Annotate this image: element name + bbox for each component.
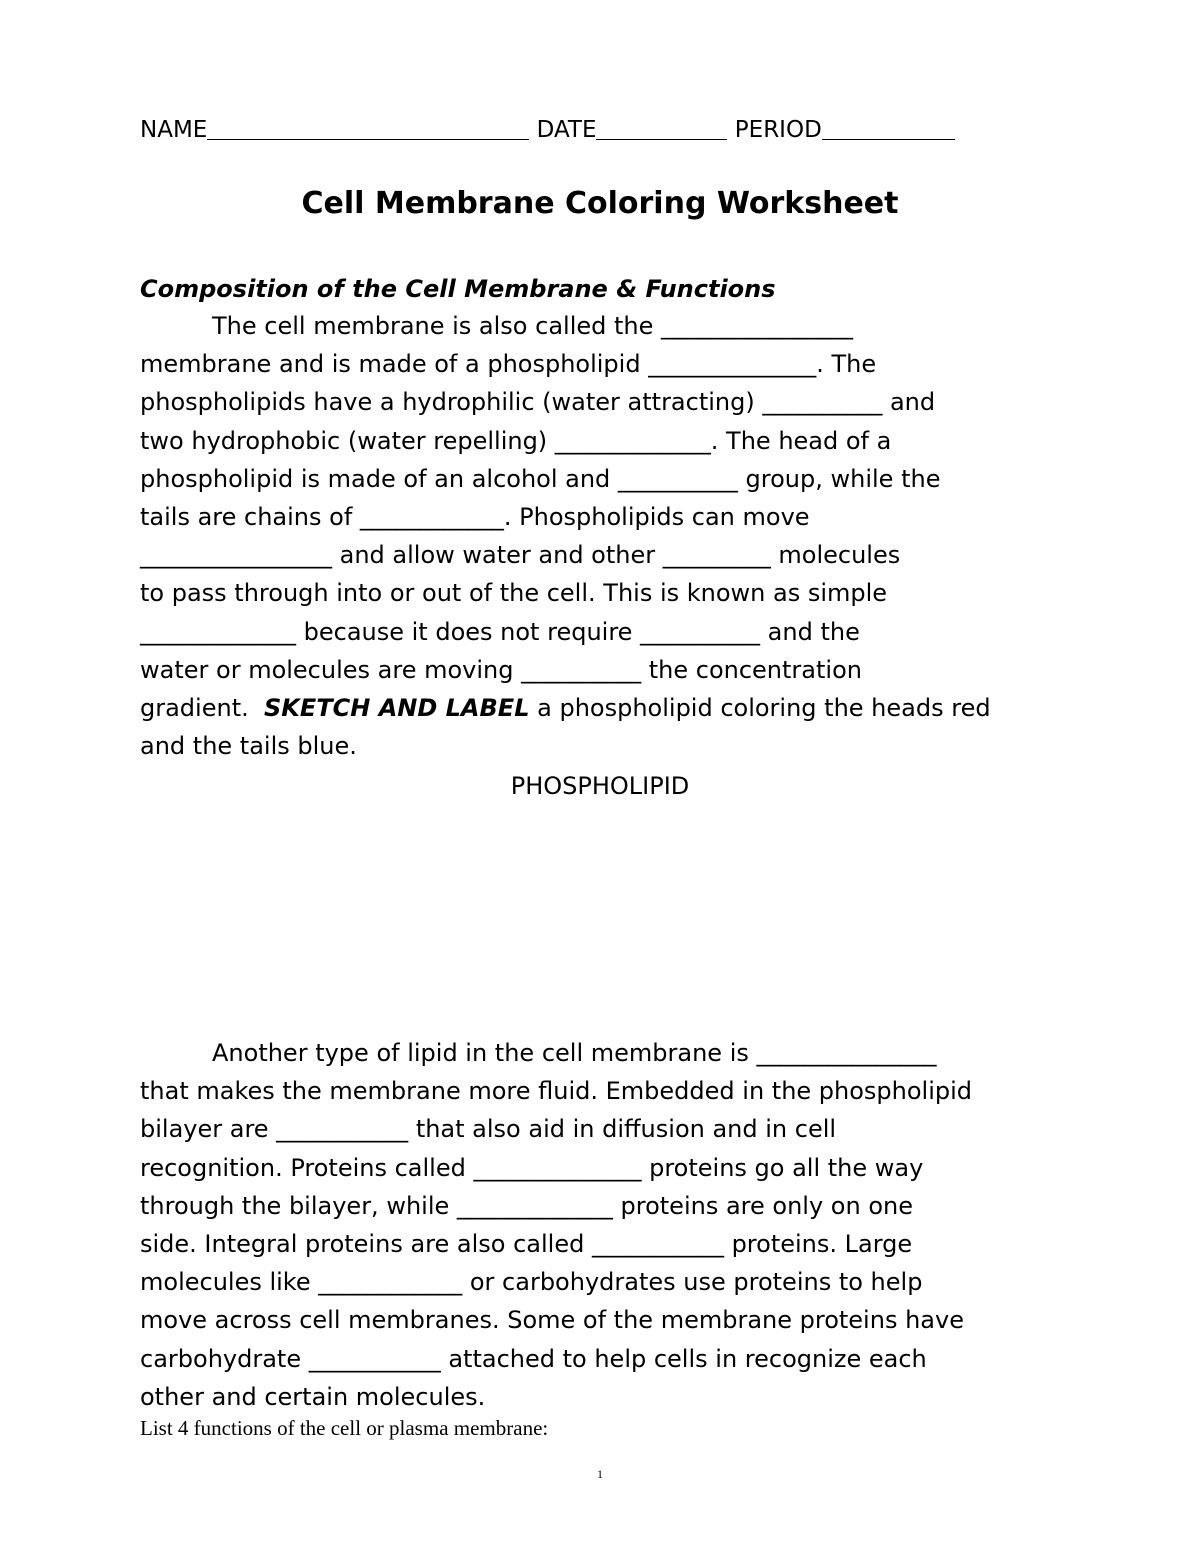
paragraph-line: water or molecules are moving __________ the concentration bbox=[140, 655, 862, 684]
paragraph-line: that makes the membrane more fluid. Embedded in the phospholipid bbox=[140, 1077, 973, 1106]
paragraph-line: to pass through into or out of the cell. This is known as simple bbox=[140, 579, 888, 608]
paragraph-line: move across cell membranes. Some of the membrane proteins have bbox=[140, 1306, 964, 1335]
functions-list-prompt: List 4 functions of the cell or plasma membrane: bbox=[140, 1416, 549, 1440]
paragraph-line: recognition. Proteins called ______________ proteins go all the way bbox=[140, 1153, 924, 1182]
paragraph-line: gradient. SKETCH AND LABEL a phospholipid coloring the heads red bbox=[140, 693, 991, 722]
paragraph-line: molecules like ____________ or carbohydrates use proteins to help bbox=[140, 1268, 923, 1297]
paragraph-line: _____________ because it does not require __________ and the bbox=[140, 617, 860, 646]
paragraph-line: Another type of lipid in the cell membrane is _______________ bbox=[212, 1039, 937, 1067]
paragraph-line: ________________ and allow water and other _________ molecules bbox=[140, 541, 901, 570]
paragraph-line: and the tails blue. bbox=[140, 732, 357, 761]
date-label: DATE bbox=[536, 117, 597, 143]
paragraph-line: two hydrophobic (water repelling) _____________. The head of a bbox=[140, 426, 892, 455]
period-label: PERIOD bbox=[734, 117, 822, 143]
proteins-paragraph bbox=[140, 1034, 1060, 1416]
paragraph-line: side. Integral proteins are also called ___________ proteins. Large bbox=[140, 1229, 913, 1258]
paragraph-line: bilayer are ___________ that also aid in diffusion and in cell bbox=[140, 1115, 837, 1144]
sketch-instruction: SKETCH AND LABEL bbox=[264, 693, 530, 722]
paragraph-line: other and certain molecules. bbox=[140, 1382, 486, 1411]
student-info-line bbox=[140, 113, 1080, 147]
page-title: Cell Membrane Coloring Worksheet bbox=[301, 186, 899, 221]
section-heading: Composition of the Cell Membrane & Functions bbox=[140, 275, 776, 303]
name-blank[interactable] bbox=[207, 115, 529, 140]
name-label: NAME bbox=[140, 117, 208, 143]
paragraph-line: The cell membrane is also called the ________________ bbox=[212, 312, 854, 340]
paragraph-line: membrane and is made of a phospholipid ______________. The bbox=[140, 350, 877, 379]
paragraph-line: carbohydrate ___________ attached to help cells in recognize each bbox=[140, 1344, 927, 1373]
paragraph-line: through the bilayer, while _____________ proteins are only on one bbox=[140, 1191, 913, 1220]
page-number: 1 bbox=[597, 1467, 603, 1481]
date-blank[interactable] bbox=[596, 115, 727, 140]
paragraph-line: tails are chains of ____________. Phospholipids can move bbox=[140, 502, 810, 531]
paragraph-line: phospholipid is made of an alcohol and __________ group, while the bbox=[140, 464, 941, 493]
phospholipid-sketch-label: PHOSPHOLIPID bbox=[510, 772, 690, 800]
paragraph-line: phospholipids have a hydrophilic (water attracting) __________ and bbox=[140, 388, 936, 417]
period-blank[interactable] bbox=[822, 115, 955, 140]
composition-paragraph bbox=[140, 307, 1060, 765]
